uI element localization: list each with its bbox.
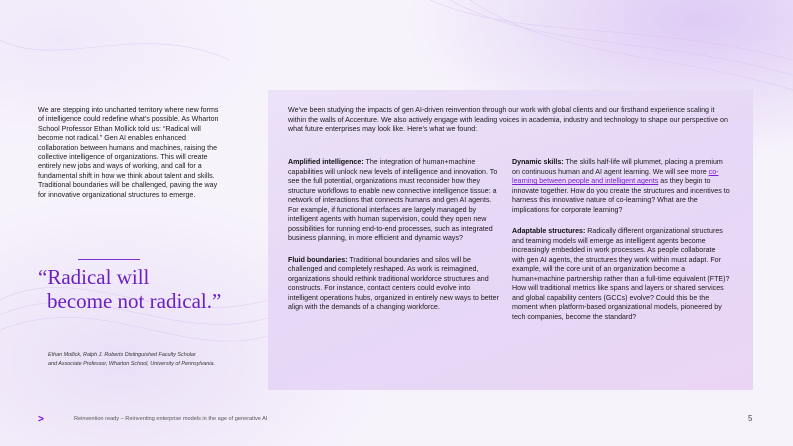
findings-column-right (512, 158, 730, 334)
pull-quote-line-1: “Radical will (38, 265, 150, 289)
intro-paragraph: We are stepping into uncharted territory where new forms of intelligence could redefine what’s possible. As Wharton School Professor Ethan Mollick told us: “Radical will become not radical.” Gen AI enables enhanced collaboration between humans and machines, raising the collective intelligence of organizations. This will create entirely new jobs and ways of working, and call for a fundamental shift in how we think about talent and skills. Traditional boundaries will be challenged, paving the way for innovative organizational structures to emerge. (38, 106, 219, 199)
findings-column-left (288, 158, 501, 325)
pull-quote-line-2: become not radical.” (47, 289, 222, 313)
finding-body: Radically different organizational structures and teaming models will emerge as intelligent agents become increasingly embedded in work processes. As people collaborate with gen AI agents, the structures they work within must adapt. For example, will the core unit of an organization become a human+machine partnership rather than a full-time equivalent (FTE)? How will traditional metrics like spans and layers or shared services and global capability centers (GCCs) evolve? Could this be the moment when platform-based organizational models, pioneered by tech companies, become the standard? (512, 227, 730, 321)
finding-fluid-boundaries (288, 256, 501, 313)
quote-attribution (48, 351, 268, 369)
finding-amplified-intelligence (288, 158, 501, 244)
finding-heading: Dynamic skills: (512, 158, 564, 166)
page-number: 5 (748, 414, 753, 423)
quote-divider (78, 259, 140, 260)
attribution-line-2: and Associate Professor, Wharton School, University of Pennsylvania. (48, 361, 215, 367)
finding-heading: Adaptable structures: (512, 227, 586, 235)
co-learning-link[interactable]: co-learning between people and intelligent agents (512, 167, 719, 185)
attribution-line-1: Ethan Mollick, Ralph J. Roberts Distinguished Faculty Scholar (48, 352, 196, 358)
accenture-chevron-icon: > (38, 414, 44, 425)
finding-heading: Fluid boundaries: (288, 255, 348, 264)
lead-paragraph: We’ve been studying the impacts of gen AI-driven reinvention through our work with global clients and our firsthand experience scaling it within the walls of Accenture. We also actively engage with leading voices in academia, industry and technology to shape our perspective on what future enterprises may look like. Here’s what we found: (288, 106, 728, 133)
finding-body: Traditional boundaries and silos will be challenged and completely reshaped. As work is reimagined, organizations should rethink traditional workforce structures and constructs. For instance, contact centers could evolve into intelligent operations hubs, organized in entirely new ways to better align with the demands of a changing workforce. (288, 255, 499, 311)
finding-body: as they begin to innovate together. How do you create the structures and incentives to harness this innovative nature of co-learning? What are the implications for corporate learning? (512, 177, 730, 214)
pull-quote (38, 265, 268, 313)
finding-body: The skills half-life will plummet, placing a premium on continuous human and AI agent learning. We will see more (512, 158, 723, 176)
finding-heading: Amplified intelligence: (288, 158, 364, 166)
footer-title: Reinvention ready – Reinventing enterprise models in the age of generative AI (74, 416, 268, 422)
finding-body: The integration of human+machine capabilities will unlock new levels of intelligence and innovation. To see the full potential, organizations must reconsider how they structure workflows to enable new connective intelligence tissue: a network of interactions that connects humans and gen AI agents. For example, if functional interfaces are largely managed by intelligent agents with human supervision, could they open new possibilities for running end-to-end processes, such as integrated business planning, in more efficient and dynamic ways? (288, 158, 498, 242)
finding-adaptable-structures (512, 227, 730, 322)
finding-dynamic-skills (512, 158, 730, 215)
